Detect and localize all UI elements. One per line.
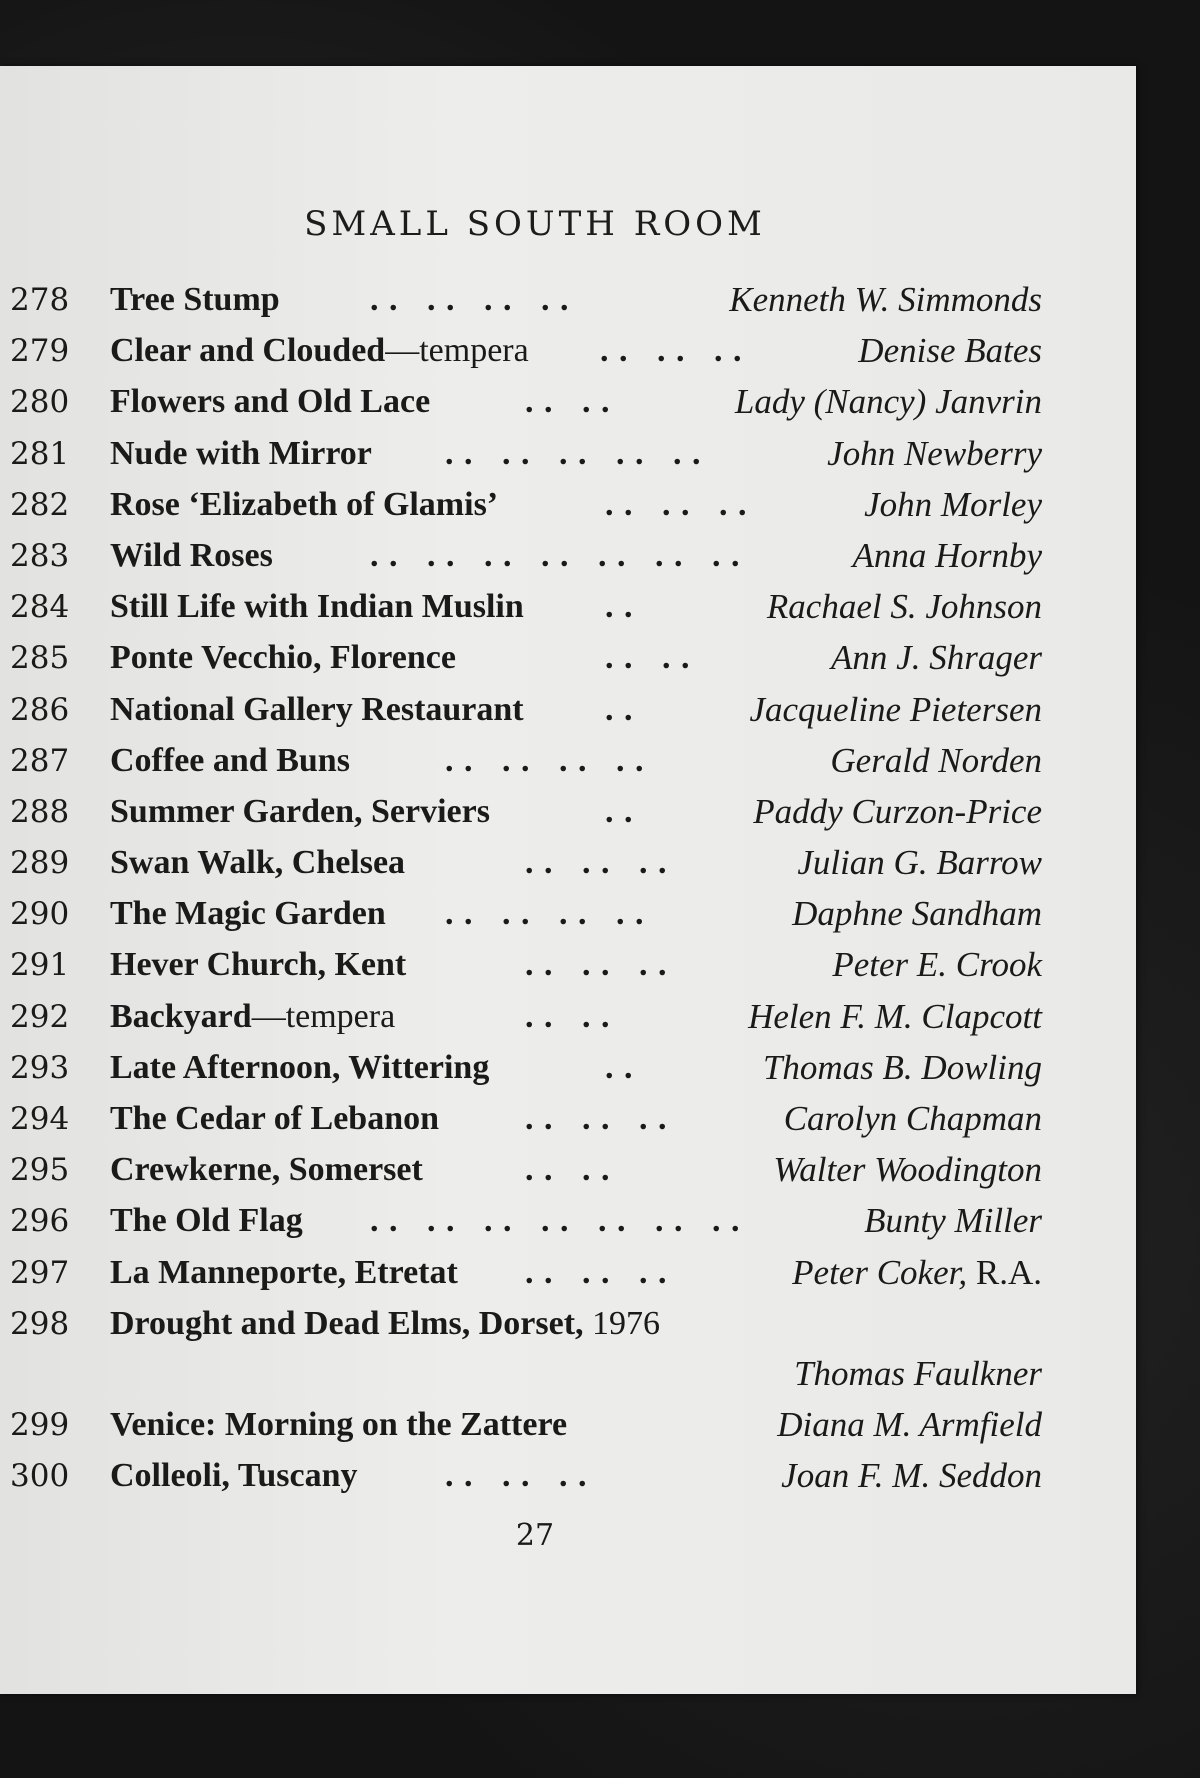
- leader-dots: . . . . . .: [525, 946, 668, 984]
- entry-artist: [852, 534, 1042, 578]
- entry-title: [110, 585, 524, 629]
- entry-title-text: Drought and Dead Elms, Dorset,: [110, 1304, 584, 1342]
- entry-artist: [794, 1352, 1042, 1396]
- leader-dots: . . . . . . . .: [370, 281, 570, 318]
- artist-name: Rachael S. Johnson: [766, 587, 1042, 627]
- entry-artist: [729, 278, 1042, 322]
- entry-medium: 1976: [583, 1304, 661, 1342]
- entry-title: [110, 892, 386, 936]
- catalogue-entry: [0, 432, 1136, 483]
- leader-dots: . . . .: [525, 1151, 611, 1189]
- leader-dots: . . . . . . . . . . . . . .: [370, 1202, 741, 1240]
- leader-dots: . . . . . . . . . . . . . .: [370, 536, 741, 574]
- entry-artist: [864, 1199, 1042, 1243]
- entry-medium: —tempera: [251, 997, 396, 1035]
- entry-medium: —tempera: [385, 332, 529, 370]
- entry-number: 292: [10, 998, 70, 1035]
- artist-name: Thomas Faulkner: [794, 1353, 1042, 1393]
- catalogue-entry: [0, 688, 1136, 739]
- entry-number: 290: [10, 896, 70, 933]
- artist-name: Julian G. Barrow: [797, 843, 1042, 883]
- entry-number: 297: [10, 1254, 70, 1291]
- entry-artist: [797, 841, 1042, 885]
- leader-dots: . . . . . . . .: [445, 895, 645, 933]
- catalogue-entry: [0, 278, 1136, 329]
- leader-dots: . . . . . .: [600, 332, 743, 370]
- entry-title: [110, 841, 405, 885]
- entry-title: [110, 636, 456, 680]
- entry-title: [110, 739, 350, 783]
- entry-title: [110, 1148, 423, 1192]
- entry-title-text: Late Afternoon, Wittering: [110, 1048, 490, 1086]
- catalogue-entry: [0, 1454, 1136, 1505]
- entry-number: 286: [10, 691, 70, 728]
- catalogue-entry: [0, 1148, 1136, 1199]
- room-heading: SMALL SOUTH ROOM: [304, 204, 766, 244]
- entry-number: 287: [10, 742, 70, 779]
- artist-name: Daphne Sandham: [792, 894, 1042, 934]
- entry-title-text: Tree Stump: [110, 281, 280, 318]
- catalogue-entry: [0, 1199, 1136, 1250]
- entry-number: 285: [10, 640, 70, 677]
- leader-dots: . . . . . .: [525, 1100, 668, 1137]
- entry-artist: [777, 1403, 1042, 1447]
- entry-artist: [858, 329, 1042, 373]
- entry-title-text: Nude with Mirror: [110, 434, 372, 472]
- entry-number: 299: [10, 1406, 70, 1443]
- artist-suffix: R.A.: [967, 1252, 1042, 1292]
- entry-title-text: La Manneporte, Etretat: [110, 1253, 458, 1291]
- leader-dots: . . . . . .: [605, 485, 748, 523]
- artist-name: Peter Coker,: [792, 1252, 968, 1292]
- catalogue-entry: [0, 1251, 1136, 1302]
- catalogue-entry: [0, 943, 1136, 994]
- artist-name: Bunty Miller: [864, 1201, 1042, 1241]
- catalogue-entry: [0, 1097, 1136, 1148]
- entry-number: 291: [10, 947, 70, 984]
- entry-title-text: Still Life with Indian Muslin: [110, 588, 524, 626]
- leader-dots: . .: [605, 588, 634, 626]
- entry-title-text: Clear and Clouded: [110, 332, 386, 370]
- artist-name: Ann J. Shrager: [831, 638, 1042, 678]
- entry-title-text: Wild Roses: [110, 536, 273, 574]
- entry-title-text: Hever Church, Kent: [110, 946, 407, 984]
- entry-title: [110, 278, 280, 322]
- leader-dots: . . . .: [525, 997, 611, 1035]
- leader-dots: . . . . . .: [525, 1253, 668, 1291]
- catalogue-entry: [0, 841, 1136, 892]
- entry-artist: [781, 1454, 1042, 1498]
- entry-artist: [753, 790, 1042, 834]
- entry-number: 278: [10, 282, 70, 318]
- entry-artist: [827, 432, 1042, 476]
- leader-dots: . . . .: [525, 383, 611, 421]
- artist-name: Carolyn Chapman: [783, 1099, 1042, 1138]
- leader-dots: . . . . . .: [445, 1456, 588, 1494]
- artist-name: Gerald Norden: [830, 740, 1042, 780]
- artist-name: John Morley: [864, 484, 1042, 524]
- entry-artist: [748, 995, 1042, 1039]
- entry-title-text: Venice: Morning on the Zattere: [110, 1405, 568, 1443]
- entry-artist: [792, 1251, 1042, 1295]
- artist-name: Helen F. M. Clapcott: [748, 996, 1042, 1036]
- entry-title: [110, 688, 524, 732]
- entry-artist: [792, 892, 1042, 936]
- entry-artist: [735, 380, 1042, 424]
- entry-number: 300: [10, 1457, 70, 1494]
- artist-name: Lady (Nancy) Janvrin: [734, 382, 1042, 422]
- entry-list: [0, 278, 1136, 1505]
- entry-title-text: Summer Garden, Serviers: [110, 792, 490, 830]
- entry-title: [110, 1251, 458, 1295]
- leader-dots: . .: [605, 792, 634, 830]
- entry-title-text: Colleoli, Tuscany: [110, 1456, 358, 1494]
- entry-title-text: Flowers and Old Lace: [110, 383, 431, 421]
- artist-name: Walter Woodington: [773, 1150, 1042, 1190]
- catalogue-entry: [0, 636, 1136, 687]
- entry-number: 284: [10, 589, 70, 626]
- leader-dots: . .: [605, 690, 634, 728]
- artist-name: Joan F. M. Seddon: [781, 1455, 1042, 1495]
- catalogue-entry: [0, 329, 1136, 380]
- entry-title: [110, 1046, 489, 1090]
- catalogue-entry: [0, 585, 1136, 636]
- artist-name: Thomas B. Dowling: [762, 1047, 1042, 1087]
- entry-number: 281: [10, 435, 70, 472]
- entry-title: [110, 329, 529, 373]
- entry-title: [110, 995, 395, 1039]
- catalogue-page: [0, 66, 1136, 1694]
- leader-dots: . . . . . . . .: [445, 741, 645, 779]
- entry-title-text: National Gallery Restaurant: [110, 690, 524, 728]
- catalogue-entry: [0, 790, 1136, 841]
- entry-number: 296: [10, 1203, 70, 1240]
- entry-number: 295: [10, 1152, 70, 1189]
- entry-title-text: The Magic Garden: [110, 895, 386, 933]
- catalogue-entry: [0, 534, 1136, 585]
- entry-title: [110, 432, 372, 476]
- catalogue-entry: [0, 380, 1136, 431]
- entry-artist: [763, 1046, 1042, 1090]
- catalogue-entry: [0, 739, 1136, 790]
- entry-title: [110, 1403, 567, 1447]
- entry-title: [110, 380, 430, 424]
- entry-number: 293: [10, 1049, 70, 1086]
- entry-title-text: Coffee and Buns: [110, 741, 350, 779]
- leader-dots: . . . . . . . . . .: [445, 434, 702, 472]
- entry-number: 288: [10, 793, 70, 830]
- entry-artist: [864, 483, 1042, 527]
- entry-title: [110, 943, 406, 987]
- entry-title-text: Swan Walk, Chelsea: [110, 844, 406, 882]
- entry-number: 294: [10, 1101, 70, 1137]
- artist-name: Kenneth W. Simmonds: [729, 280, 1042, 319]
- leader-dots: . . . . . .: [525, 844, 668, 882]
- entry-number: 280: [10, 384, 70, 421]
- entry-title: [110, 1302, 660, 1346]
- leader-dots: . . . .: [605, 639, 691, 677]
- catalogue-entry: [0, 1046, 1136, 1097]
- entry-title-text: Rose ‘Elizabeth of Glamis’: [110, 485, 499, 523]
- entry-title-text: The Cedar of Lebanon: [110, 1100, 440, 1137]
- entry-title-text: Backyard: [110, 997, 252, 1035]
- entry-number: 289: [10, 845, 70, 882]
- catalogue-entry: [0, 1403, 1136, 1454]
- entry-title-text: Crewkerne, Somerset: [110, 1151, 423, 1189]
- catalogue-entry: [0, 995, 1136, 1046]
- entry-artist: [830, 739, 1042, 783]
- entry-title: [110, 1097, 439, 1141]
- entry-artist: [832, 943, 1042, 987]
- leader-dots: . .: [605, 1048, 634, 1086]
- catalogue-entry: [0, 892, 1136, 943]
- entry-title: [110, 1199, 303, 1243]
- artist-name: Paddy Curzon-Price: [753, 791, 1042, 831]
- artist-name: Jacqueline Pietersen: [749, 689, 1042, 729]
- entry-number: 298: [10, 1305, 70, 1342]
- entry-title-text: The Old Flag: [110, 1202, 303, 1240]
- entry-title-text: Ponte Vecchio, Florence: [110, 639, 456, 677]
- catalogue-entry: [0, 483, 1136, 534]
- entry-number: 283: [10, 537, 70, 574]
- page-number: 27: [515, 1518, 555, 1553]
- artist-name: Denise Bates: [858, 331, 1042, 371]
- artist-name: Diana M. Armfield: [777, 1404, 1042, 1444]
- entry-artist: [784, 1097, 1042, 1141]
- entry-title: [110, 534, 273, 578]
- entry-title: [110, 1454, 358, 1498]
- entry-artist: [749, 688, 1042, 732]
- entry-artist: [773, 1148, 1042, 1192]
- entry-title: [110, 790, 490, 834]
- entry-number: 279: [10, 333, 70, 370]
- artist-name: Peter E. Crook: [832, 945, 1042, 985]
- entry-artist: [831, 636, 1042, 680]
- entry-number: 282: [10, 486, 70, 523]
- entry-artist: [767, 585, 1042, 629]
- catalogue-entry: [0, 1302, 1136, 1403]
- artist-name: Anna Hornby: [852, 535, 1042, 575]
- artist-name: John Newberry: [827, 433, 1042, 473]
- entry-title: [110, 483, 498, 527]
